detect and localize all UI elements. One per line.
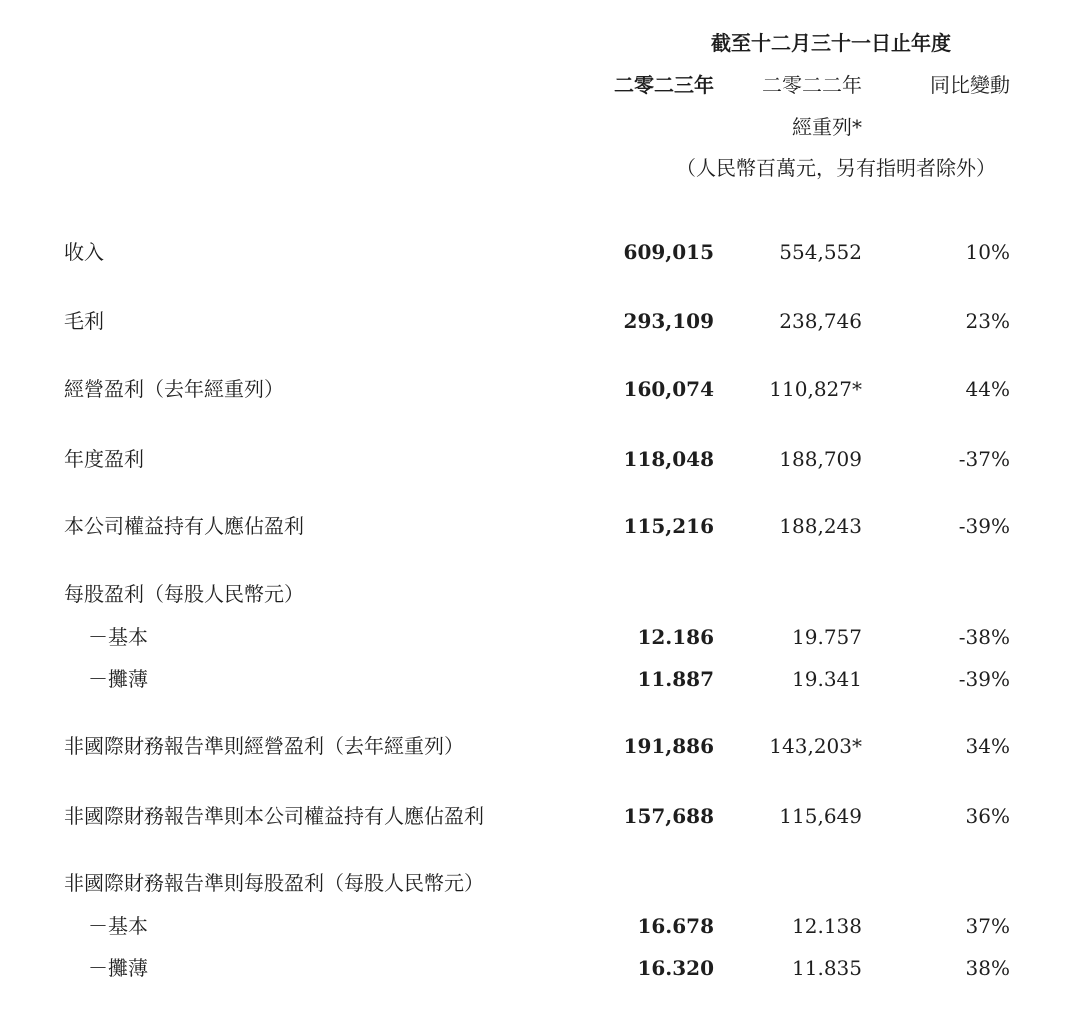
change-value: -39% <box>958 667 1010 691</box>
change-value: 23% <box>965 309 1010 333</box>
row-label: 非國際財務報告準則每股盈利（每股人民幣元） <box>64 871 484 895</box>
value-2022: 19.341 <box>792 667 862 691</box>
row-label: 收入 <box>64 240 104 264</box>
value-2023: 16.678 <box>637 914 714 938</box>
row-label: 每股盈利（每股人民幣元） <box>64 582 304 606</box>
value-2022: 188,709 <box>779 447 862 471</box>
table-row <box>0 731 1080 761</box>
table-row <box>0 374 1080 404</box>
change-value: -37% <box>958 447 1010 471</box>
value-2023: 609,015 <box>623 240 714 264</box>
value-2023: 12.186 <box>637 625 714 649</box>
value-2023: 115,216 <box>623 514 714 538</box>
row-label: 經營盈利（去年經重列） <box>64 377 284 401</box>
row-label: －攤薄 <box>88 667 148 691</box>
row-label: 年度盈利 <box>64 447 144 471</box>
change-value: 37% <box>965 914 1010 938</box>
row-label: －基本 <box>88 625 148 649</box>
value-2022: 19.757 <box>792 625 862 649</box>
restated-note: 經重列* <box>792 115 862 139</box>
value-2022: 188,243 <box>779 514 862 538</box>
table-row <box>0 801 1080 831</box>
table-row <box>0 444 1080 474</box>
value-2022: 12.138 <box>792 914 862 938</box>
change-value: 38% <box>965 956 1010 980</box>
column-header-change: 同比變動 <box>930 73 1010 97</box>
value-2023: 118,048 <box>623 447 714 471</box>
table-row <box>0 868 1080 898</box>
value-2022: 11.835 <box>792 956 862 980</box>
row-label: 非國際財務報告準則經營盈利（去年經重列） <box>64 734 464 758</box>
row-label: 毛利 <box>64 309 104 333</box>
value-2023: 157,688 <box>623 804 714 828</box>
value-2023: 293,109 <box>623 309 714 333</box>
change-value: 34% <box>965 734 1010 758</box>
change-value: 44% <box>965 377 1010 401</box>
value-2023: 191,886 <box>623 734 714 758</box>
column-header-2022: 二零二二年 <box>762 73 862 97</box>
change-value: -38% <box>958 625 1010 649</box>
value-2022: 554,552 <box>779 240 862 264</box>
value-2022: 115,649 <box>779 804 862 828</box>
change-value: 36% <box>965 804 1010 828</box>
row-label: 非國際財務報告準則本公司權益持有人應佔盈利 <box>64 804 484 828</box>
value-2022: 238,746 <box>779 309 862 333</box>
value-2023: 16.320 <box>637 956 714 980</box>
row-label: －基本 <box>88 914 148 938</box>
row-label: 本公司權益持有人應佔盈利 <box>64 514 304 538</box>
column-header-2023: 二零二三年 <box>614 73 714 97</box>
row-label: －攤薄 <box>88 956 148 980</box>
period-heading: 截至十二月三十一日止年度 <box>711 31 951 55</box>
table-row <box>0 579 1080 609</box>
table-row <box>0 511 1080 541</box>
change-value: 10% <box>965 240 1010 264</box>
value-2023: 11.887 <box>637 667 714 691</box>
table-row <box>0 237 1080 267</box>
table-row <box>0 911 1080 941</box>
unit-note: （人民幣百萬元，另有指明者除外） <box>676 156 996 180</box>
table-row <box>0 306 1080 336</box>
table-row <box>0 622 1080 652</box>
value-2022: 110,827* <box>769 377 862 401</box>
value-2023: 160,074 <box>623 377 714 401</box>
value-2022: 143,203* <box>769 734 862 758</box>
change-value: -39% <box>958 514 1010 538</box>
table-row <box>0 953 1080 983</box>
table-row <box>0 664 1080 694</box>
